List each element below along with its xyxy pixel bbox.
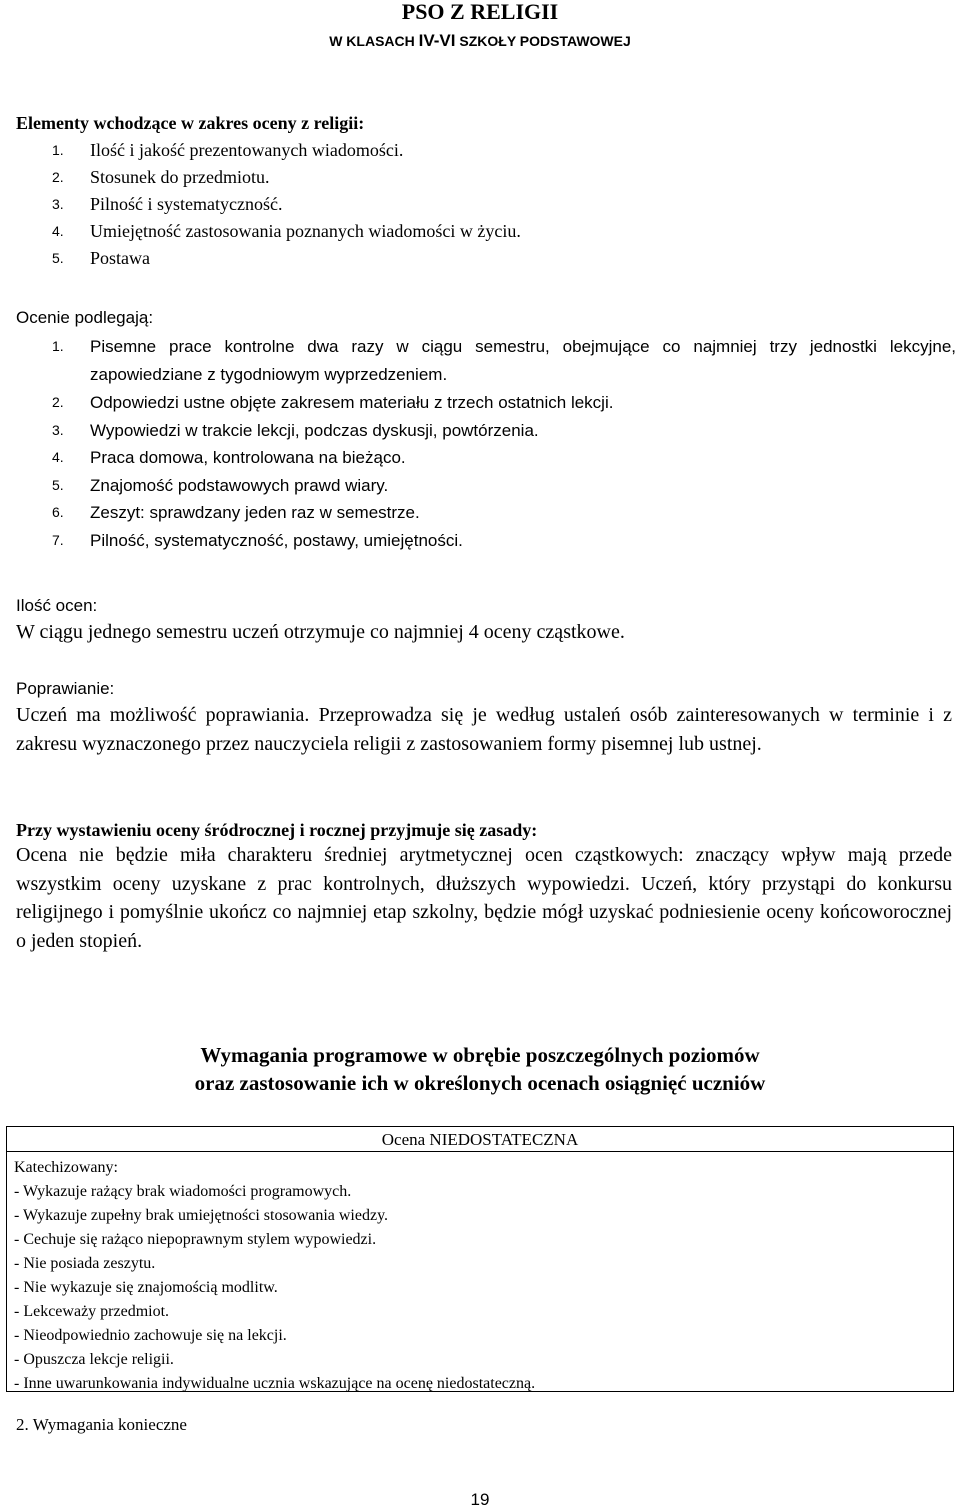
list-item [16, 499, 956, 527]
requirement-item: - Opuszcza lekcje religii. [14, 1351, 174, 1368]
list-item [16, 164, 956, 191]
list-item [16, 245, 956, 272]
list-item-text: Stosunek do przedmiotu. [90, 167, 270, 187]
requirement-item: - Inne uwarunkowania indywidualne ucznia wskazujące na ocenę niedostateczną. [14, 1375, 536, 1392]
list-item [16, 444, 956, 472]
list-item-number: 7. [52, 531, 64, 548]
list-item-text: Postawa [90, 248, 150, 268]
requirement-item: - Nieodpowiednio zachowuje się na lekcji. [14, 1327, 287, 1344]
subtitle-suffix: SZKOŁY PODSTAWOWEJ [455, 33, 631, 49]
list-item-number: 5. [52, 250, 64, 266]
list-item-number: 2. [52, 169, 64, 185]
requirement-item: - Wykazuje rażący brak wiadomości programowych. [14, 1183, 352, 1200]
list-item-number: 4. [52, 449, 64, 465]
page-title: PSO Z RELIGII [401, 0, 559, 24]
requirements-title-line-2: oraz zastosowanie ich w określonych ocenach osiągnięć uczniów [194, 1071, 766, 1095]
list-item-number: 4. [52, 223, 64, 239]
final-grade-text: Ocena nie będzie miła charakteru średniej arytmetycznej ocen cząstkowych: znaczący wpływ mają przede wszystkim oceny uzyskane z prac kontrolnych, dłuższych wypowiedzi. Uczeń, który przystąpi do konkursu religijnego i pomyślnie ukończ co najmniej etap szkolny, będzie mógł uzyskać podniesienie oceny końcoworocznej o jeden stopień. [16, 844, 952, 952]
list-item-text: Praca domowa, kontrolowana na bieżąco. [90, 448, 406, 467]
requirements-cell [7, 1152, 953, 1396]
list-item [16, 527, 956, 555]
grades-count-text: W ciągu jednego semestru uczeń otrzymuje co najmniej 4 oceny cząstkowe. [16, 621, 625, 643]
list-item-number: 3. [52, 196, 64, 212]
requirement-item: - Nie wykazuje się znajomością modlitw. [14, 1279, 278, 1296]
list-item-text: Pilność i systematyczność. [90, 194, 283, 214]
list-item-text: Umiejętność zastosowania poznanych wiadomości w życiu. [90, 221, 521, 241]
requirement-item: - Nie posiada zeszytu. [14, 1255, 156, 1272]
next-section-note: 2. Wymagania konieczne [16, 1415, 187, 1434]
requirement-item: - Wykazuje zupełny brak umiejętności stosowania wiedzy. [14, 1207, 389, 1224]
requirement-item: - Lekceważy przedmiot. [14, 1303, 170, 1320]
requirements-table [6, 1126, 954, 1392]
list-item-text: Pisemne prace kontrolne dwa razy w ciągu semestru, obejmujące co najmniej trzy jednostki lekcyjne, zapowiedziane z tygodniowym wyprzedzeniem. [90, 337, 956, 384]
subtitle-grades: IV-VI [418, 31, 456, 50]
list-item-text: Znajomość podstawowych prawd wiary. [90, 475, 389, 495]
list-item [16, 389, 956, 417]
list-item [16, 417, 956, 445]
list-item [16, 191, 956, 218]
list-item-text: Wypowiedzi w trakcie lekcji, podczas dyskusji, powtórzenia. [90, 420, 539, 440]
assessed-list [16, 333, 956, 554]
list-item-number: 5. [52, 476, 64, 493]
elements-heading: Elementy wchodzące w zakres oceny z religii: [16, 113, 365, 133]
list-item-number: 6. [52, 504, 64, 520]
list-item [16, 472, 956, 500]
assessed-heading: Ocenie podlegają: [16, 308, 154, 327]
list-item-text: Pilność, systematyczność, postawy, umiejętności. [90, 530, 463, 550]
list-item [16, 218, 956, 245]
list-item-text: Ilość i jakość prezentowanych wiadomości. [90, 140, 404, 160]
grade-header: Ocena NIEDOSTATECZNA [7, 1127, 953, 1152]
list-item-number: 1. [52, 338, 64, 354]
list-item-number: 3. [52, 421, 64, 438]
elements-list [16, 137, 956, 272]
page-subtitle [0, 32, 960, 50]
requirement-item: - Cechuje się rażąco niepoprawnym stylem wypowiedzi. [14, 1231, 377, 1248]
list-item [16, 333, 956, 389]
subtitle-prefix: W KLASACH [329, 33, 419, 49]
correction-heading: Poprawianie: [16, 679, 115, 698]
final-grade-heading: Przy wystawieniu oceny śródrocznej i rocznej przyjmuje się zasady: [16, 820, 538, 840]
grades-count-heading: Ilość ocen: [16, 596, 98, 615]
list-item-text: Zeszyt: sprawdzany jeden raz w semestrze. [90, 503, 420, 522]
correction-text: Uczeń ma możliwość poprawiania. Przeprowadza się je według ustaleń osób zainteresowanych w terminie i z zakresu wyznaczonego przez nauczyciela religii z zastosowaniem formy pisemnej lub ustnej. [16, 704, 952, 755]
list-item-number: 1. [52, 142, 64, 158]
list-item-text: Odpowiedzi ustne objęte zakresem materiału z trzech ostatnich lekcji. [90, 393, 614, 412]
requirements-title-line-1: Wymagania programowe w obrębie poszczególnych poziomów [200, 1043, 760, 1067]
student-label: Katechizowany: [14, 1159, 118, 1176]
list-item-number: 2. [52, 394, 64, 410]
page-number: 19 [470, 1490, 490, 1509]
list-item [16, 137, 956, 164]
